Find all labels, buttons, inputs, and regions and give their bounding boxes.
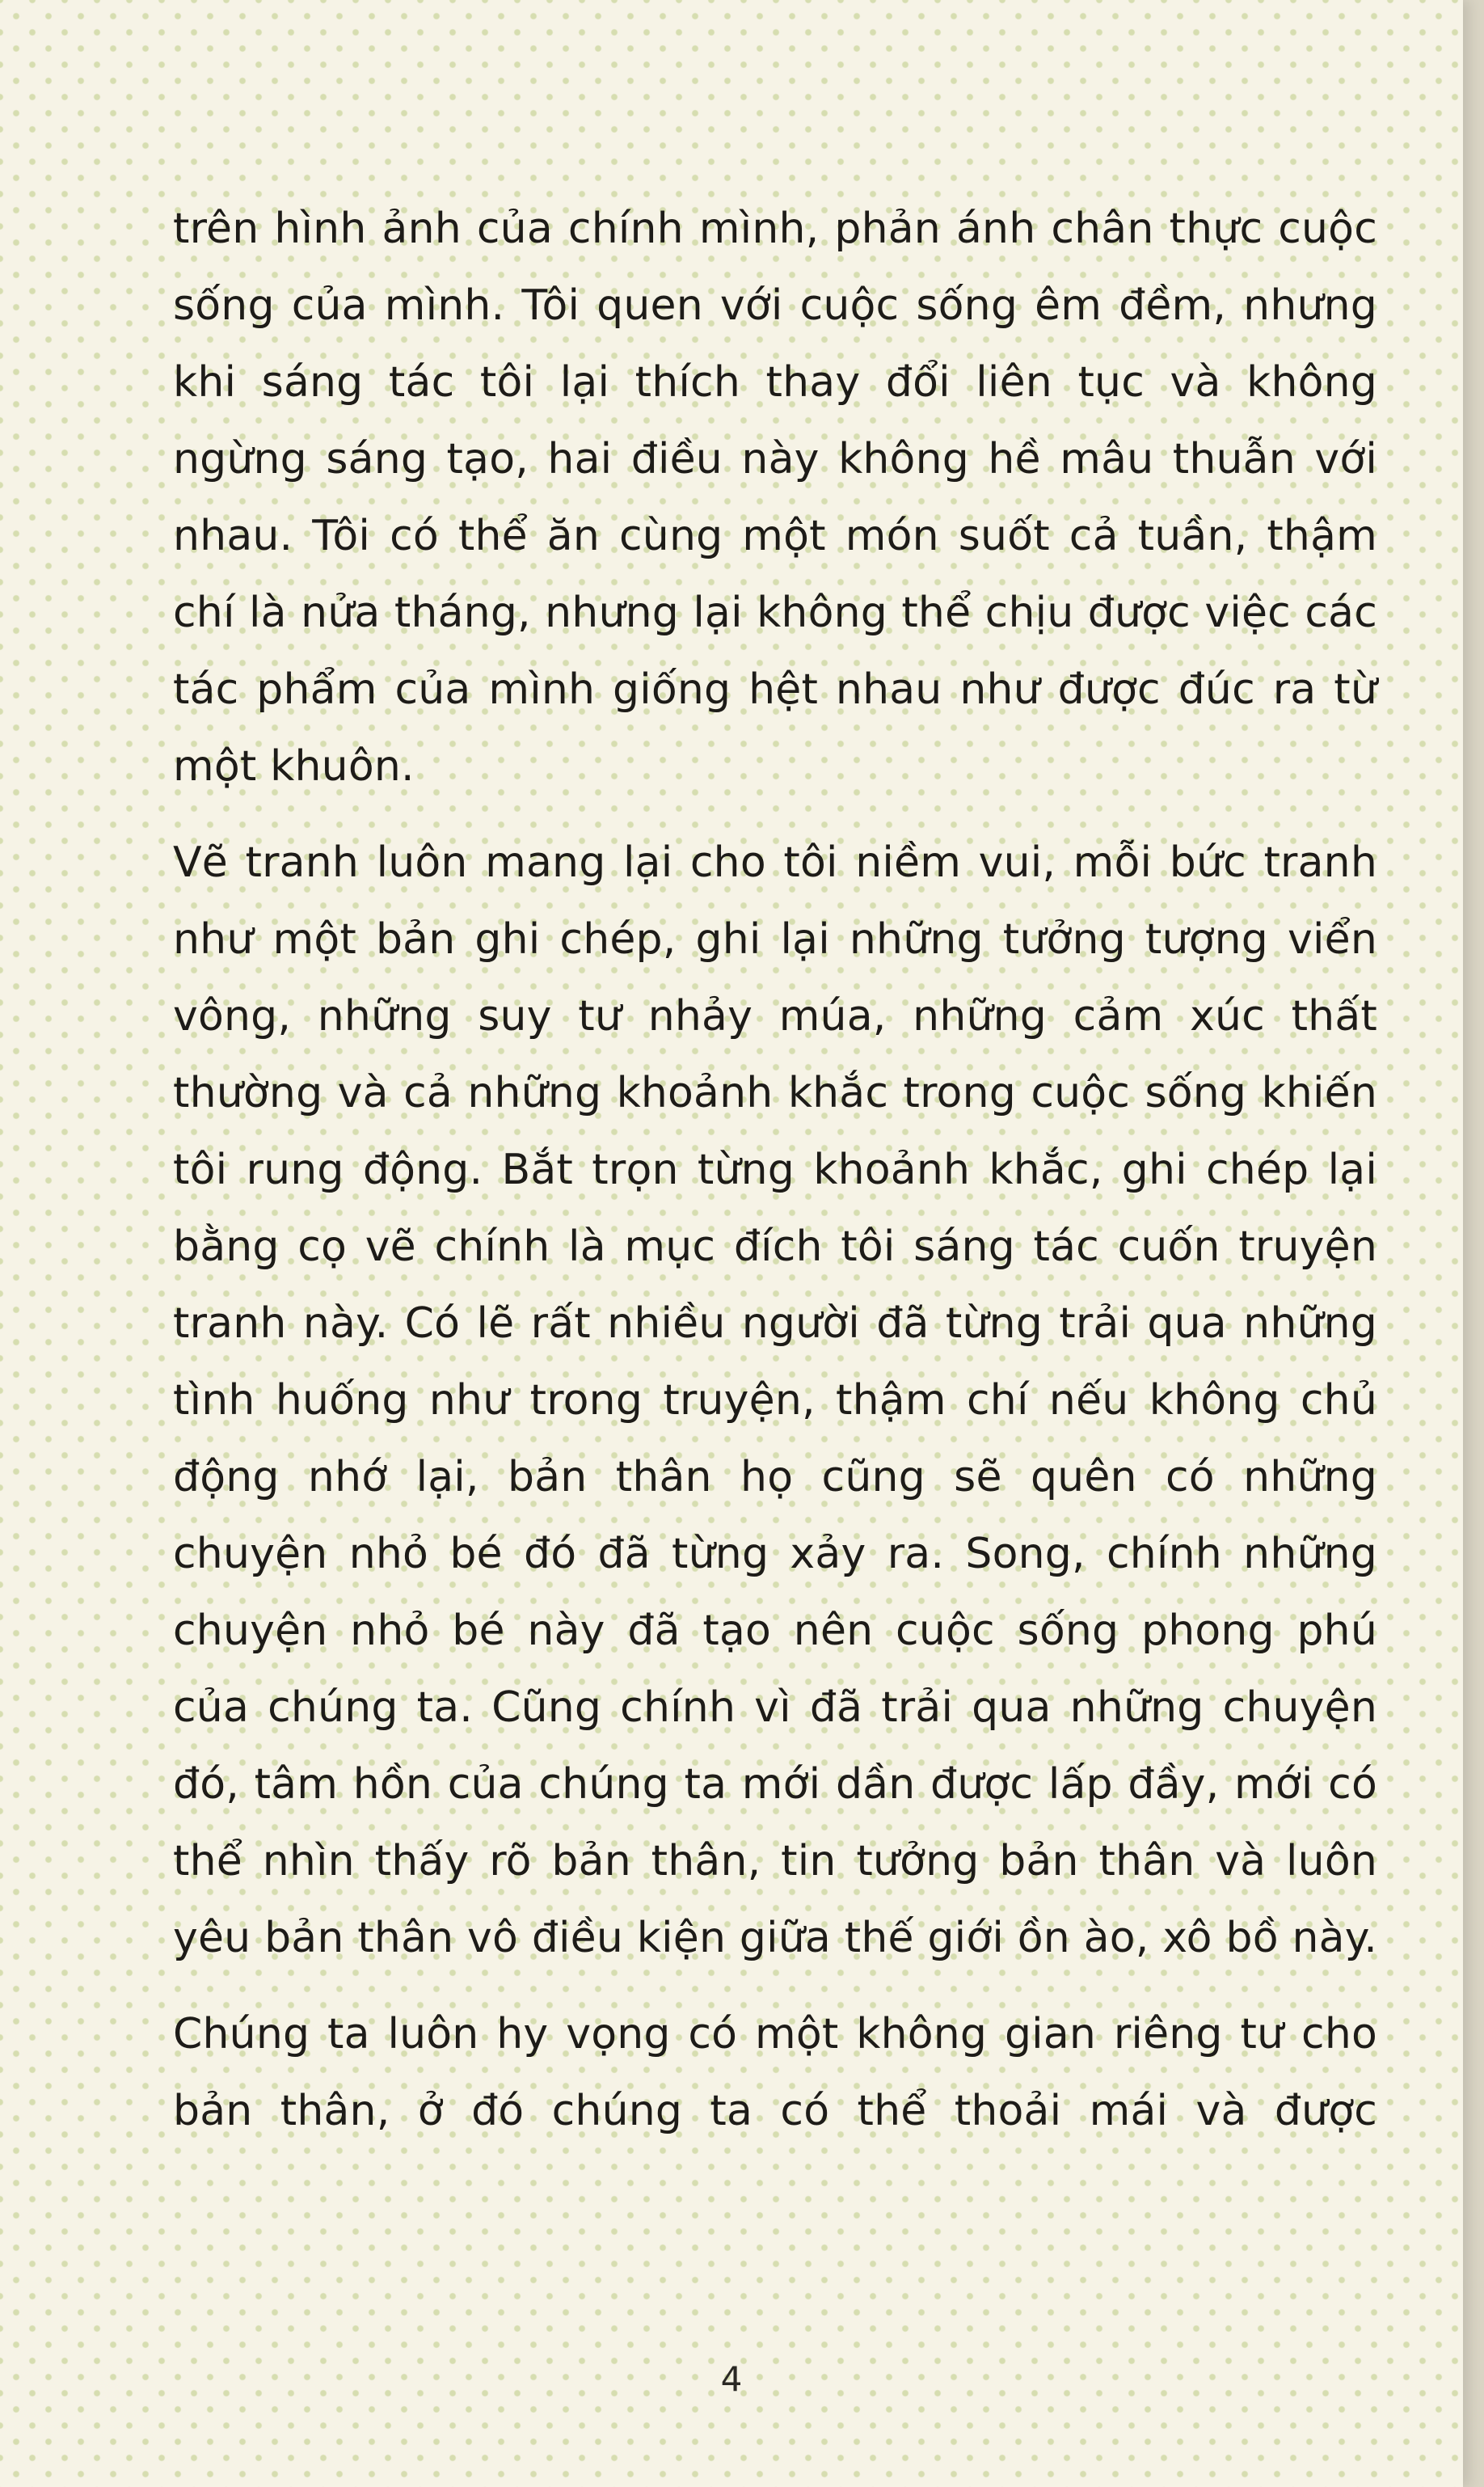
paragraph-3: Chúng ta luôn hy vọng có một không gian riêng tư cho bản thân, ở đó chúng ta có thể thoải mái và được bbox=[173, 2010, 1377, 2135]
paragraph-1: trên hình ảnh của chính mình, phản ánh chân thực cuộc sống của mình. Tôi quen với cuộc sống êm đềm, nhưng khi sáng tác tôi lại thích thay đổi liên tục và không ngừng sáng tạo, hai điều này không hề mâu thuẫn với nhau. Tôi có thể ăn cùng một món suốt cả tuần, thậm chí là nửa tháng, nhưng lại không thể chịu được việc các tác phẩm của mình giống hệt nhau như được đúc ra từ một khuôn. bbox=[173, 205, 1377, 791]
body-text bbox=[173, 191, 1377, 2150]
paragraph-2: Vẽ tranh luôn mang lại cho tôi niềm vui, mỗi bức tranh như một bản ghi chép, ghi lại những tưởng tượng viển vông, những suy tư nhảy múa, những cảm xúc thất thường và cả những khoảnh khắc trong cuộc sống khiến tôi rung động. Bắt trọn từng khoảnh khắc, ghi chép lại bằng cọ vẽ chính là mục đích tôi sáng tác cuốn truyện tranh này. Có lẽ rất nhiều người đã từng trải qua những tình huống như trong truyện, thậm chí nếu không chủ động nhớ lại, bản thân họ cũng sẽ quên có những chuyện nhỏ bé đó đã từng xảy ra. Song, chính những chuyện nhỏ bé này đã tạo nên cuộc sống phong phú của chúng ta. Cũng chính vì đã trải qua những chuyện đó, tâm hồn của chúng ta mới dần được lấp đầy, mới có thể nhìn thấy rõ bản thân, tin tưởng bản thân và luôn yêu bản thân vô điều kiện giữa thế giới ồn ào, xô bồ này. bbox=[173, 838, 1377, 1962]
page-number: 4 bbox=[720, 2359, 743, 2399]
